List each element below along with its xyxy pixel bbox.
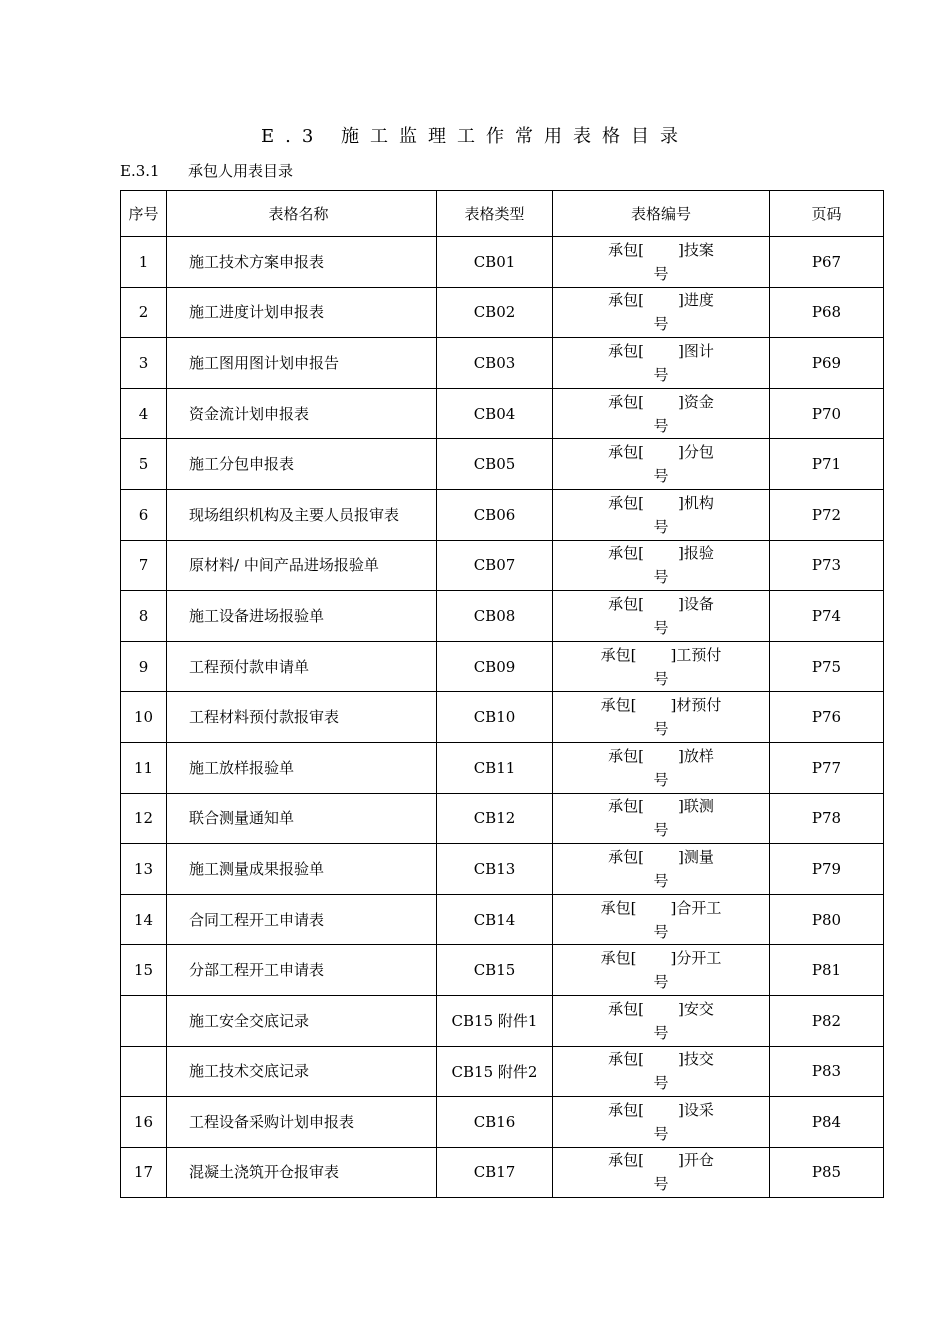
row-code (553, 388, 770, 439)
code-line (553, 845, 769, 869)
row-name: 施工放样报验单 (167, 742, 437, 793)
code-end: 号 (653, 517, 669, 536)
code-prefix: 承包[ (608, 291, 644, 310)
table-row (121, 591, 884, 642)
code-end: 号 (653, 1023, 669, 1042)
row-code (553, 692, 770, 743)
code-line (553, 238, 769, 262)
row-seq: 13 (121, 844, 167, 895)
row-seq: 9 (121, 641, 167, 692)
row-type: CB05 (437, 439, 553, 490)
row-name: 施工进度计划申报表 (167, 287, 437, 338)
row-code (553, 287, 770, 338)
row-name: 现场组织机构及主要人员报审表 (167, 489, 437, 540)
row-name: 资金流计划申报表 (167, 388, 437, 439)
row-page: P82 (770, 995, 884, 1046)
code-end: 号 (653, 922, 669, 941)
row-code (553, 591, 770, 642)
row-type: CB01 (437, 237, 553, 288)
row-page: P77 (770, 742, 884, 793)
code-prefix: 承包[ (608, 999, 644, 1018)
row-type: CB14 (437, 894, 553, 945)
code-prefix: 承包[ (608, 493, 644, 512)
code-end: 号 (653, 416, 669, 435)
table-row (121, 692, 884, 743)
row-name: 工程设备采购计划申报表 (167, 1097, 437, 1148)
code-prefix: 承包[ (608, 797, 644, 816)
row-name: 施工安全交底记录 (167, 995, 437, 1046)
row-page: P76 (770, 692, 884, 743)
table-row (121, 439, 884, 490)
code-line (553, 1047, 769, 1071)
table-row (121, 742, 884, 793)
row-seq: 14 (121, 894, 167, 945)
row-seq: 1 (121, 237, 167, 288)
code-suffix: ]材预付 (670, 696, 722, 715)
row-seq: 10 (121, 692, 167, 743)
code-prefix: 承包[ (600, 645, 637, 664)
form-catalog-table (120, 190, 884, 1198)
code-prefix: 承包[ (608, 847, 644, 866)
row-type: CB15 附件2 (437, 1046, 553, 1097)
code-suffix: ]进度 (678, 291, 714, 310)
row-seq: 3 (121, 338, 167, 389)
code-line (553, 744, 769, 768)
code-line (553, 491, 769, 515)
row-name: 混凝土浇筑开仓报审表 (167, 1147, 437, 1198)
row-name: 施工技术方案申报表 (167, 237, 437, 288)
row-page: P83 (770, 1046, 884, 1097)
row-code (553, 237, 770, 288)
table-row (121, 489, 884, 540)
row-name: 工程材料预付款报审表 (167, 692, 437, 743)
row-page: P72 (770, 489, 884, 540)
header-name: 表格名称 (167, 191, 437, 237)
code-end: 号 (653, 871, 669, 890)
table-row (121, 1097, 884, 1148)
section-title: 承包人用表目录 (188, 162, 294, 180)
row-code (553, 742, 770, 793)
code-suffix: ]机构 (678, 493, 714, 512)
header-code: 表格编号 (553, 191, 770, 237)
row-code (553, 641, 770, 692)
code-prefix: 承包[ (608, 1151, 644, 1170)
row-type: CB17 (437, 1147, 553, 1198)
code-line (553, 440, 769, 464)
row-seq: 15 (121, 945, 167, 996)
code-line (553, 643, 769, 667)
code-suffix: ]图计 (678, 341, 714, 360)
code-suffix: ]设备 (678, 594, 714, 613)
row-code (553, 945, 770, 996)
row-name: 联合测量通知单 (167, 793, 437, 844)
code-suffix: ]设采 (678, 1100, 714, 1119)
row-code (553, 894, 770, 945)
code-end: 号 (653, 568, 669, 587)
code-prefix: 承包[ (608, 1100, 644, 1119)
row-code (553, 489, 770, 540)
code-prefix: 承包[ (600, 898, 637, 917)
table-row (121, 287, 884, 338)
row-type: CB16 (437, 1097, 553, 1148)
code-end: 号 (653, 770, 669, 789)
row-page: P75 (770, 641, 884, 692)
code-prefix: 承包[ (608, 1050, 644, 1069)
code-suffix: ]开仓 (678, 1151, 714, 1170)
table-row (121, 237, 884, 288)
row-type: CB03 (437, 338, 553, 389)
row-code (553, 793, 770, 844)
code-suffix: ]分包 (678, 443, 714, 462)
row-code (553, 338, 770, 389)
code-end: 号 (653, 1074, 669, 1093)
code-end: 号 (653, 1175, 669, 1194)
row-type: CB12 (437, 793, 553, 844)
code-line (553, 541, 769, 565)
row-name: 施工图用图计划申报告 (167, 338, 437, 389)
row-type: CB15 附件1 (437, 995, 553, 1046)
table-row (121, 793, 884, 844)
row-code (553, 439, 770, 490)
section-heading (120, 160, 293, 181)
code-prefix: 承包[ (608, 443, 644, 462)
row-name: 施工设备进场报验单 (167, 591, 437, 642)
table-row (121, 1046, 884, 1097)
row-page: P69 (770, 338, 884, 389)
code-end: 号 (653, 618, 669, 637)
row-seq: 17 (121, 1147, 167, 1198)
row-name: 分部工程开工申请表 (167, 945, 437, 996)
code-line (553, 339, 769, 363)
code-suffix: ]技交 (678, 1050, 714, 1069)
code-prefix: 承包[ (608, 594, 644, 613)
table-row (121, 540, 884, 591)
code-end: 号 (653, 315, 669, 334)
row-type: CB13 (437, 844, 553, 895)
row-page: P81 (770, 945, 884, 996)
row-page: P79 (770, 844, 884, 895)
row-type: CB10 (437, 692, 553, 743)
code-line (553, 592, 769, 616)
code-prefix: 承包[ (608, 392, 644, 411)
row-type: CB07 (437, 540, 553, 591)
code-line (553, 997, 769, 1021)
code-line (553, 693, 769, 717)
row-seq: 7 (121, 540, 167, 591)
row-page: P84 (770, 1097, 884, 1148)
code-end: 号 (653, 467, 669, 486)
code-prefix: 承包[ (608, 746, 644, 765)
row-type: CB15 (437, 945, 553, 996)
row-type: CB08 (437, 591, 553, 642)
row-code (553, 540, 770, 591)
code-end: 号 (653, 264, 669, 283)
table-row (121, 995, 884, 1046)
table-row (121, 1147, 884, 1198)
row-code (553, 995, 770, 1046)
code-suffix: ]资金 (678, 392, 714, 411)
code-suffix: ]分开工 (670, 949, 722, 968)
row-code (553, 844, 770, 895)
row-name: 工程预付款申请单 (167, 641, 437, 692)
code-suffix: ]安交 (678, 999, 714, 1018)
code-line (553, 946, 769, 970)
row-type: CB02 (437, 287, 553, 338)
row-seq: 8 (121, 591, 167, 642)
code-end: 号 (653, 720, 669, 739)
table-row (121, 844, 884, 895)
page-title: E.3 施工监理工作常用表格目录 (260, 126, 690, 147)
row-type: CB09 (437, 641, 553, 692)
code-end: 号 (653, 1124, 669, 1143)
row-page: P67 (770, 237, 884, 288)
row-page: P85 (770, 1147, 884, 1198)
code-prefix: 承包[ (608, 341, 644, 360)
code-suffix: ]报验 (678, 544, 714, 563)
row-name: 合同工程开工申请表 (167, 894, 437, 945)
code-prefix: 承包[ (600, 949, 637, 968)
row-name: 施工技术交底记录 (167, 1046, 437, 1097)
row-type: CB04 (437, 388, 553, 439)
row-name: 原材料/ 中间产品进场报验单 (167, 540, 437, 591)
code-line (553, 1098, 769, 1122)
code-line (553, 896, 769, 920)
row-seq: 12 (121, 793, 167, 844)
header-type: 表格类型 (437, 191, 553, 237)
row-code (553, 1097, 770, 1148)
row-seq: 16 (121, 1097, 167, 1148)
row-seq (121, 995, 167, 1046)
row-page: P80 (770, 894, 884, 945)
table-row (121, 388, 884, 439)
code-end: 号 (653, 821, 669, 840)
row-seq (121, 1046, 167, 1097)
code-suffix: ]联测 (678, 797, 714, 816)
code-suffix: ]合开工 (670, 898, 722, 917)
code-line (553, 390, 769, 414)
header-seq: 序号 (121, 191, 167, 237)
row-page: P74 (770, 591, 884, 642)
row-name: 施工测量成果报验单 (167, 844, 437, 895)
table-row (121, 641, 884, 692)
code-end: 号 (653, 669, 669, 688)
table-row (121, 338, 884, 389)
section-number: E.3.1 (120, 162, 160, 180)
row-page: P73 (770, 540, 884, 591)
code-suffix: ]工预付 (670, 645, 722, 664)
row-seq: 5 (121, 439, 167, 490)
code-suffix: ]放样 (678, 746, 714, 765)
code-end: 号 (653, 973, 669, 992)
row-seq: 4 (121, 388, 167, 439)
code-prefix: 承包[ (600, 696, 637, 715)
row-seq: 2 (121, 287, 167, 338)
row-code (553, 1147, 770, 1198)
code-suffix: ]测量 (678, 847, 714, 866)
table-row (121, 894, 884, 945)
row-page: P70 (770, 388, 884, 439)
row-seq: 11 (121, 742, 167, 793)
row-type: CB11 (437, 742, 553, 793)
table-header-row (121, 191, 884, 237)
code-line (553, 1148, 769, 1172)
row-name: 施工分包申报表 (167, 439, 437, 490)
row-page: P71 (770, 439, 884, 490)
code-line (553, 288, 769, 312)
row-page: P78 (770, 793, 884, 844)
code-prefix: 承包[ (608, 544, 644, 563)
row-code (553, 1046, 770, 1097)
table-row (121, 945, 884, 996)
row-seq: 6 (121, 489, 167, 540)
code-prefix: 承包[ (608, 240, 644, 259)
header-page: 页码 (770, 191, 884, 237)
code-suffix: ]技案 (678, 240, 714, 259)
code-end: 号 (653, 365, 669, 384)
row-page: P68 (770, 287, 884, 338)
row-type: CB06 (437, 489, 553, 540)
code-line (553, 794, 769, 818)
